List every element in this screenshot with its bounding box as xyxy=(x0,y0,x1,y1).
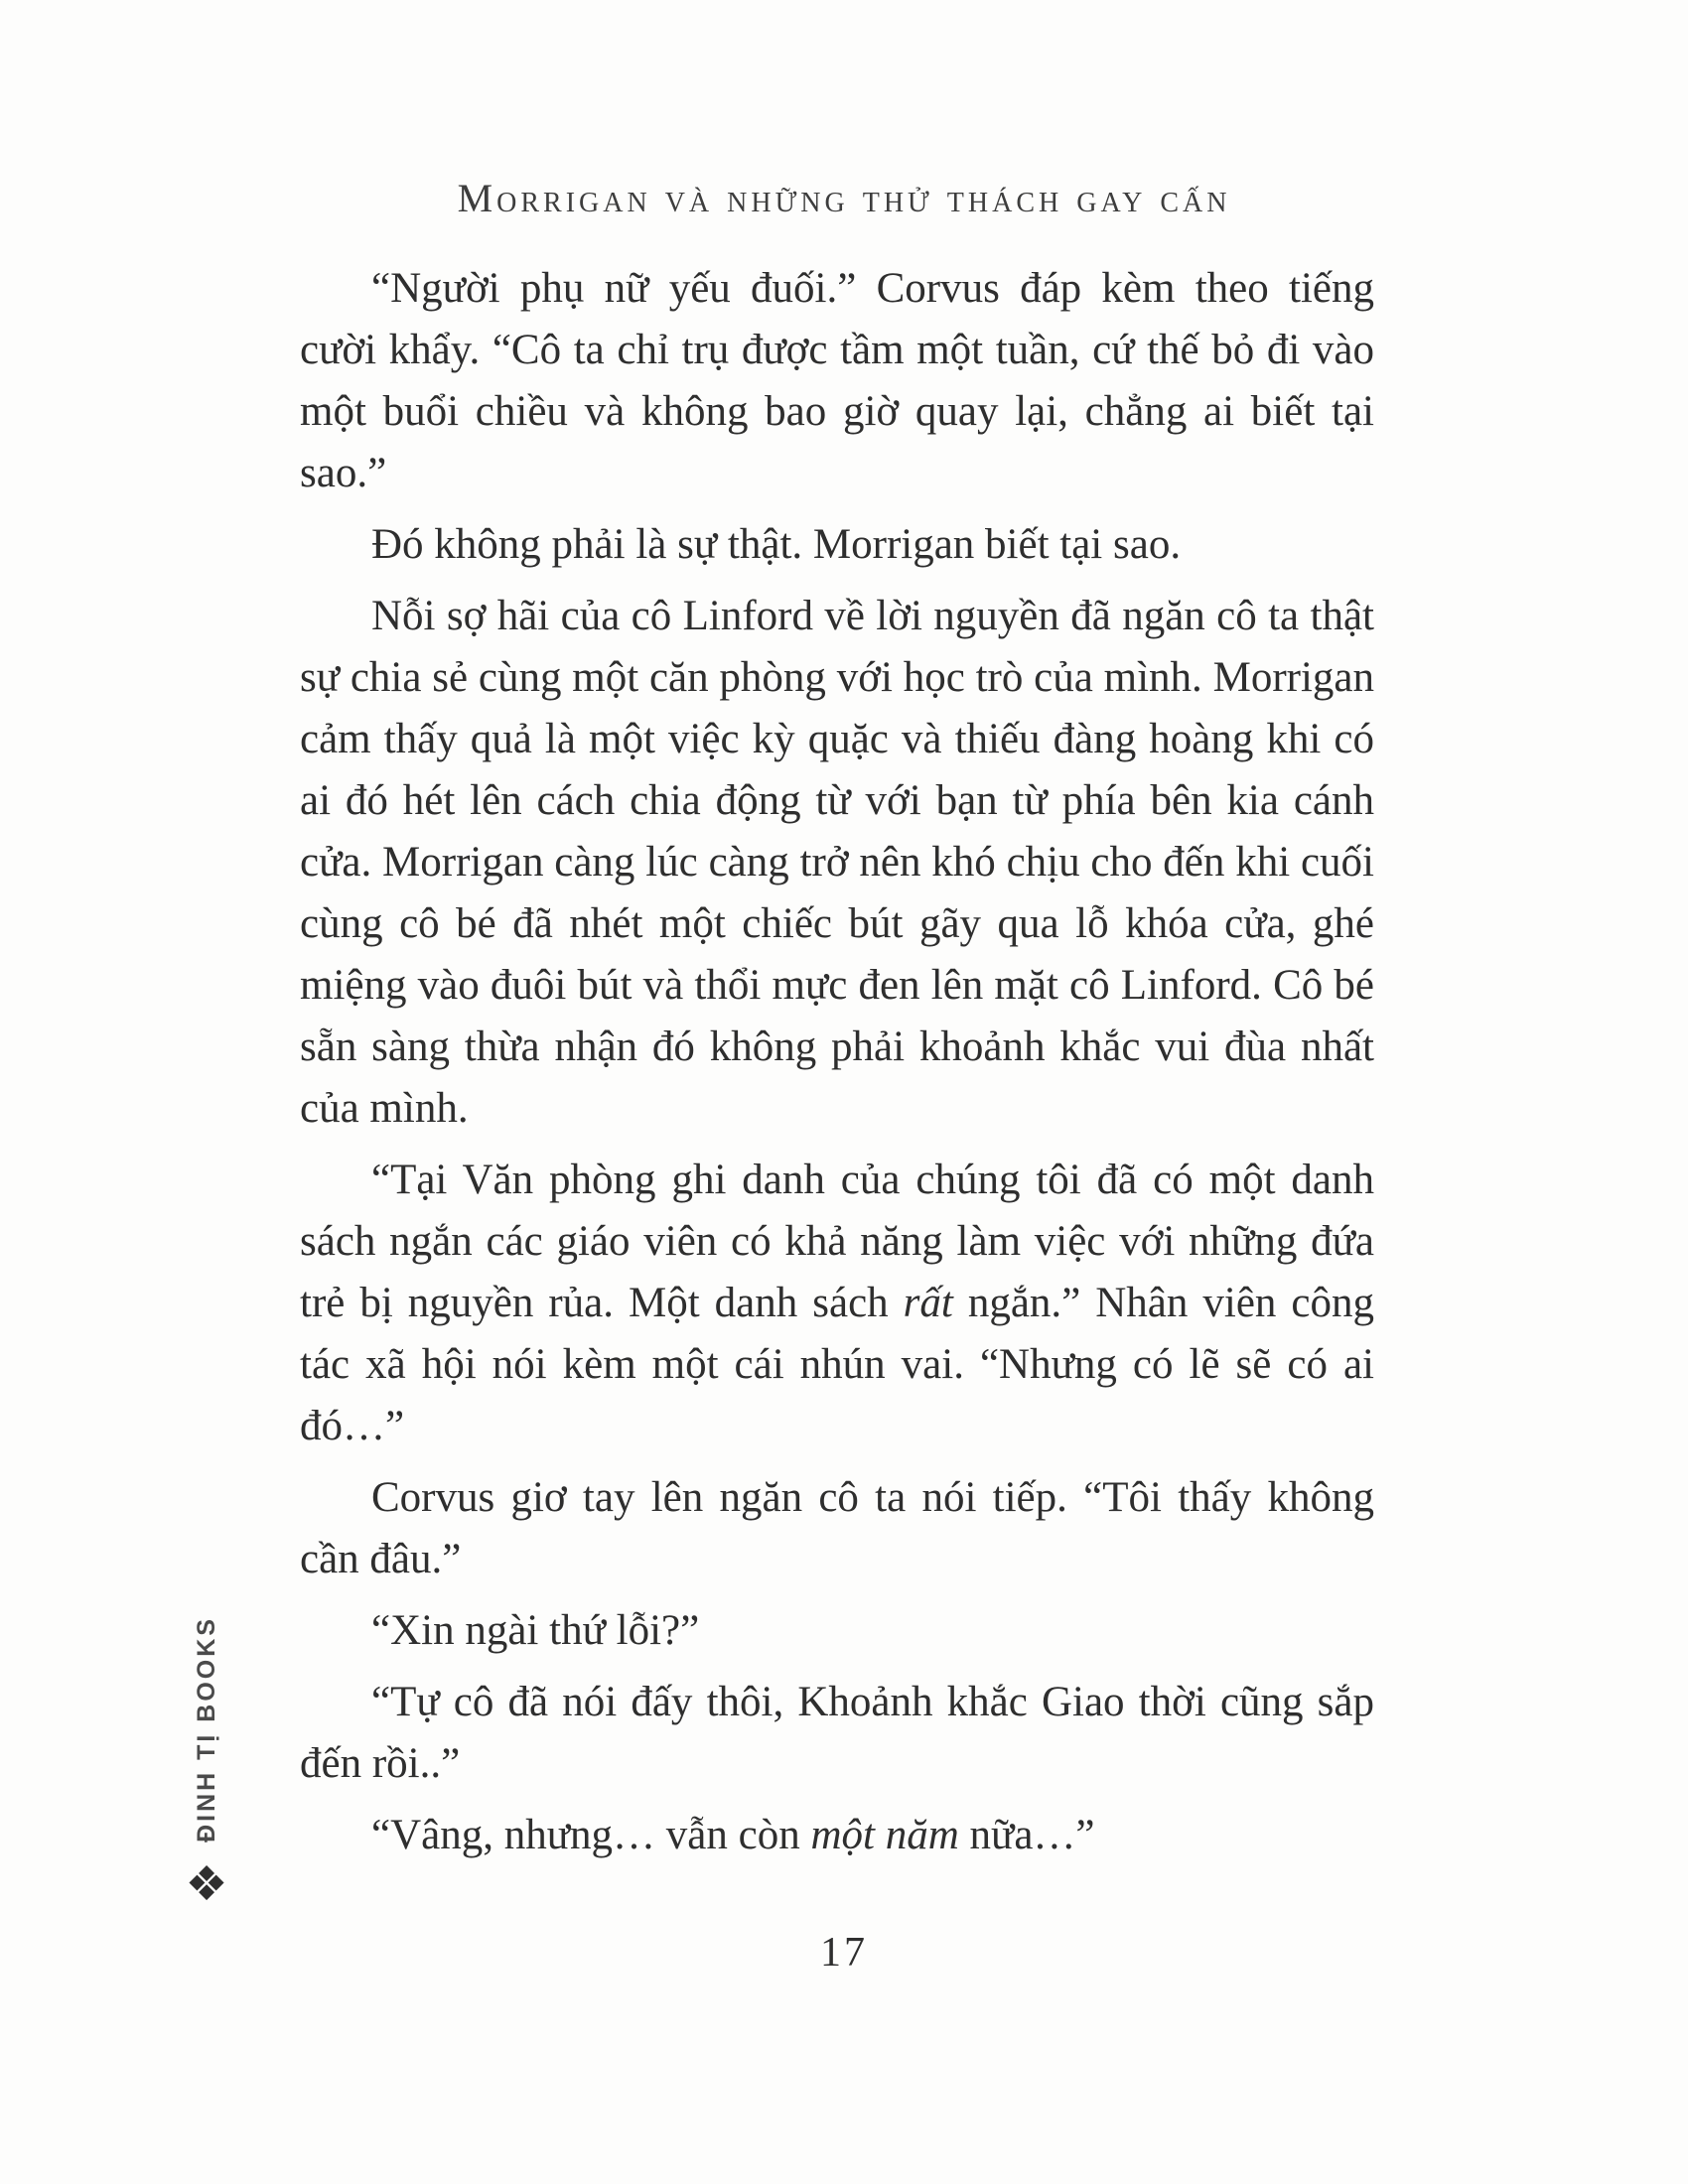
paragraph xyxy=(300,586,1374,1140)
paragraph xyxy=(300,1600,1374,1662)
paragraph xyxy=(300,514,1374,576)
publisher-mark xyxy=(175,1616,238,1912)
publisher-diamond-icon: ❖ xyxy=(185,1855,228,1912)
text-block xyxy=(300,258,1374,1876)
paragraph xyxy=(300,1467,1374,1590)
paragraph xyxy=(300,258,1374,504)
text-run: “Xin ngài thứ lỗi?” xyxy=(371,1607,700,1654)
text-run: ngắn.” Nhân viên công tác xã hội nói kèm một cái nhún vai. “Nhưng có lẽ sẽ có ai đó…” xyxy=(300,1280,1374,1449)
page-number: 17 xyxy=(820,1930,868,1976)
publisher-name: ĐINH TỊ BOOKS xyxy=(192,1616,220,1843)
text-run: “Vâng, nhưng… vẫn còn xyxy=(371,1812,811,1858)
running-header: Morrigan và những thử thách gay cấn xyxy=(457,176,1231,220)
paragraph xyxy=(300,1805,1374,1866)
text-run: nữa…” xyxy=(958,1812,1095,1858)
text-run: Corvus giơ tay lên ngăn cô ta nói tiếp. “Tôi thấy không cần đâu.” xyxy=(300,1474,1374,1582)
paragraph xyxy=(300,1150,1374,1457)
paragraph xyxy=(300,1672,1374,1795)
text-run: “Tại Văn phòng ghi danh của chúng tôi đã có một danh sách ngắn các giáo viên có khả năng làm việc với những đứa trẻ bị nguyền rủa. Một danh sách xyxy=(300,1157,1374,1326)
text-run: “Người phụ nữ yếu đuối.” Corvus đáp kèm theo tiếng cười khẩy. “Cô ta chỉ trụ được tầm một tuần, cứ thế bỏ đi vào một buổi chiều và không bao giờ quay lại, chẳng ai biết tại sao.” xyxy=(300,265,1374,496)
italic-text-run: rất xyxy=(903,1280,953,1326)
italic-text-run: một năm xyxy=(810,1812,959,1858)
text-run: “Tự cô đã nói đấy thôi, Khoảnh khắc Giao thời cũng sắp đến rồi..” xyxy=(300,1679,1374,1787)
text-run: Đó không phải là sự thật. Morrigan biết tại sao. xyxy=(371,521,1182,568)
text-run: Nỗi sợ hãi của cô Linford về lời nguyền đã ngăn cô ta thật sự chia sẻ cùng một căn phòng với học trò của mình. Morrigan cảm thấy quả là một việc kỳ quặc và thiếu đàng hoàng khi có ai đó hét lên cách chia động từ với bạn từ phía bên kia cánh cửa. Morrigan càng lúc càng trở nên khó chịu cho đến khi cuối cùng cô bé đã nhét một chiếc bút gãy qua lỗ khóa cửa, ghé miệng vào đuôi bút và thổi mực đen lên mặt cô Linford. Cô bé sẵn sàng thừa nhận đó không phải khoảnh khắc vui đùa nhất của mình. xyxy=(300,593,1374,1132)
